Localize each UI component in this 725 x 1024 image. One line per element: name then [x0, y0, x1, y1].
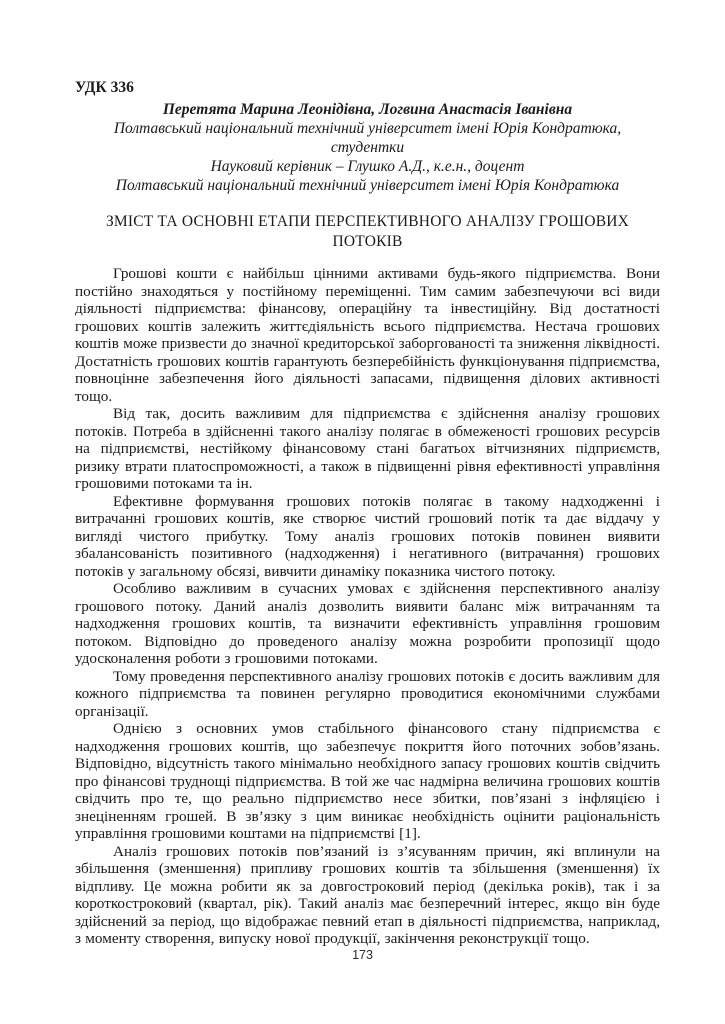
affiliation-line-2: Полтавський національний технічний університет імені Юрія Кондратюка	[115, 177, 620, 194]
authors-role: студентки	[330, 139, 405, 156]
paragraph: Особливо важливим в сучасних умовах є здійснення перспективного аналізу грошового потоку. Даний аналіз дозволить виявити баланс між витрачанням та надходження грошових коштів, та визначити ефективність управління грошовим потоком. Відповідно до проведеного аналізу можна розробити пропозиції щодо удосконалення роботи з грошовими потоками.	[75, 580, 660, 667]
udc-code: УДК 336	[75, 79, 134, 96]
page-number: 173	[352, 948, 373, 962]
paragraph: Грошові кошти є найбільш цінними активами будь-якого підприємства. Вони постійно знаходяться у постійному переміщенні. Тим самим забезпечуючи всі види діяльності підприємства: фінансову, операційну та інвестиційну. Від достатності грошових коштів залежить життєдіяльність всього підприємства. Нестача грошових коштів може призвести до значної кредиторської заборгованості та зниження ліквідності. Достатність грошових коштів гарантують безперебійність функціонування підприємства, повноцінне забезпечення його діяльності запасами, підвищення ділових активності тощо.	[75, 265, 660, 405]
paragraph: Аналіз грошових потоків пов’язаний із з’ясуванням причин, які вплинули на збільшення (зменшення) припливу грошових коштів та збільшення (зменшення) їх відпливу. Це можна робити як за довгостроковий період (декілька років), так і за короткостроковий (квартал, рік). Такий аналіз має безперечний інтерес, якщо він буде здійснений за період, що відображає певний етап в діяльності підприємства, наприклад, з моменту створення, випуску нової продукції, закінчення реконструкції тощо.	[75, 842, 660, 947]
affiliation-line-1: Полтавський національний технічний університет імені Юрія Кондратюка,	[113, 120, 622, 137]
supervisor-line: Науковий керівник – Глушко А.Д., к.е.н., доцент	[210, 158, 525, 175]
paper-body	[75, 265, 660, 948]
paragraph: Від так, досить важливим для підприємства є здійснення аналізу грошових потоків. Потреба в здійсненні такого аналізу полягає в обмеженості грошових ресурсів на підприємстві, нестійкому фінансовому стані багатьох вітчизняних підприємств, ризику втрати платоспроможності, а також в підвищенні рівня ефективності управління грошовими потоками та ін.	[75, 405, 660, 492]
page-content	[75, 78, 660, 948]
paragraph: Ефективне формування грошових потоків полягає в такому надходженні і витрачанні грошових коштів, яке створює чистий грошовий потік та дає віддачу у вигляді чистого прибутку. Тому аналіз грошових потоків повинен виявити збалансованість позитивного (надходження) і негативного (витрачання) грошових потоків у загальному обсязі, вивчити динаміку показника чистого потоку.	[75, 492, 660, 580]
paragraph: Тому проведення перспективного аналізу грошових потоків є досить важливим для кожного підприємства та повинен регулярно проводитися економічними службами організації.	[75, 667, 660, 720]
authors-line: Перетята Марина Леонідівна, Логвина Анастасія Іванівна	[162, 101, 573, 118]
paper-title: ЗМІСТ ТА ОСНОВНІ ЕТАПИ ПЕРСПЕКТИВНОГО АНАЛІЗУ ГРОШОВИХ ПОТОКІВ	[105, 213, 630, 250]
paragraph: Однією з основних умов стабільного фінансового стану підприємства є надходження грошових коштів, що забезпечує покриття його поточних зобов’язань. Відповідно, відсутність такого мінімально необхідного запасу грошових коштів свідчить про фінансові труднощі підприємства. В той же час надмірна величина грошових коштів свідчить про те, що реально підприємство несе збитки, пов’язані з інфляцією і знеціненням грошей. В зв’язку з цим виникає необхідність оцінити раціональність управління грошовими коштами на підприємстві [1].	[75, 720, 660, 842]
